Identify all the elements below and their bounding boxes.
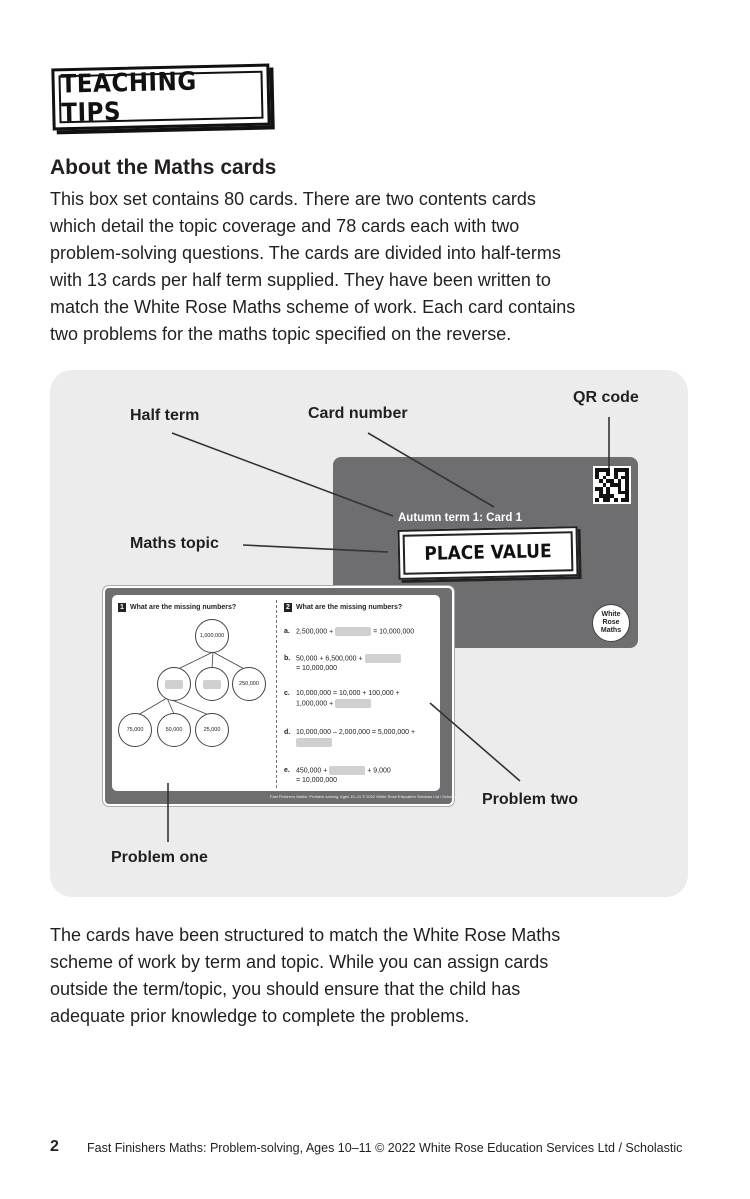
callout-card-number: Card number [308, 405, 408, 422]
problem-text: 10,000,000 = 10,000 + 100,000 + [296, 690, 400, 697]
logo-line: White [601, 611, 621, 618]
outro-line: adequate prior knowledge to complete the problems. [50, 1006, 470, 1026]
problem-text: 2,500,000 + [296, 628, 334, 636]
problem-letter: d. [284, 729, 291, 736]
problem-text: 50,000 + 6,500,000 + [296, 655, 363, 663]
stamp-label: TEACHING TIPS [60, 67, 198, 128]
page-number: 2 [50, 1138, 59, 1155]
page-footer: Fast Finishers Maths: Problem-solving, Ages 10–11 © 2022 White Rose Education Services Ltd / Scholastic [87, 1141, 683, 1155]
card-number-pointer [368, 433, 494, 507]
intro-line: This box set contains 80 cards. There are two contents cards [50, 189, 536, 209]
problem-text: 1,000,000 + [296, 700, 334, 708]
half-term-pointer [172, 433, 393, 516]
intro-line: match the White Rose Maths scheme of work. Each card contains [50, 297, 576, 317]
logo-line: Maths [600, 627, 622, 634]
node-value: 250,000 [239, 681, 259, 687]
problem-letter: e. [284, 767, 290, 775]
intro-line: two problems for the maths topic specified on the reverse. [50, 324, 512, 344]
node-value: 75,000 [126, 727, 144, 733]
card-term-label: Autumn term 1: Card 1 [398, 512, 522, 524]
outro-line: outside the term/topic, you should ensure that the child has [50, 979, 521, 999]
callout-qr-code: QR code [573, 389, 639, 406]
problem-letter: b. [284, 655, 291, 663]
outro-line: scheme of work by term and topic. While you can assign cards [50, 952, 549, 972]
outro-line: The cards have been structured to match the White Rose Maths [50, 925, 561, 945]
question-2-title: What are the missing numbers? [296, 604, 403, 611]
problem-two-pointer [430, 703, 520, 781]
callout-maths-topic: Maths topic [130, 535, 219, 552]
node-value: 25,000 [203, 727, 221, 733]
callout-problem-two: Problem two [482, 791, 579, 808]
callout-problem-one: Problem one [111, 849, 208, 866]
topic-label: PLACE VALUE [424, 540, 552, 566]
problem-text: = 10,000,000 [296, 665, 338, 673]
problem-text: = 10,000,000 [373, 628, 415, 636]
maths-topic-pointer [243, 545, 388, 552]
problem-letter: a. [284, 628, 290, 636]
problem-text: = 10,000,000 [296, 777, 338, 785]
question-1-title: What are the missing numbers? [130, 604, 237, 611]
card-footer: Fast Finishers Maths: Problem-solving, Ages 10–11 © 2022 White Rose Education Services Ltd / Scholastic [270, 794, 461, 799]
problem-text: 10,000,000 – 2,000,000 = 5,000,000 + [296, 729, 416, 736]
intro-line: with 13 cards per half term supplied. They have been written to [50, 270, 551, 290]
question-1-number: 1 [118, 603, 126, 612]
logo-line: Rose [602, 619, 620, 626]
section-heading: About the Maths cards [50, 156, 277, 179]
problem-text: 450,000 + [296, 767, 328, 775]
question-2-number: 2 [284, 603, 292, 612]
outro-paragraph [50, 922, 690, 1030]
intro-line: problem-solving questions. The cards are divided into half-terms [50, 243, 561, 263]
problem-text: + 9,000 [367, 767, 391, 775]
node-value: 50,000 [165, 727, 183, 733]
node-value: 1,000,000 [199, 633, 225, 639]
problem-letter: c. [284, 690, 290, 697]
callout-half-term: Half term [130, 407, 200, 424]
intro-line: which detail the topic coverage and 78 cards each with two [50, 216, 520, 236]
